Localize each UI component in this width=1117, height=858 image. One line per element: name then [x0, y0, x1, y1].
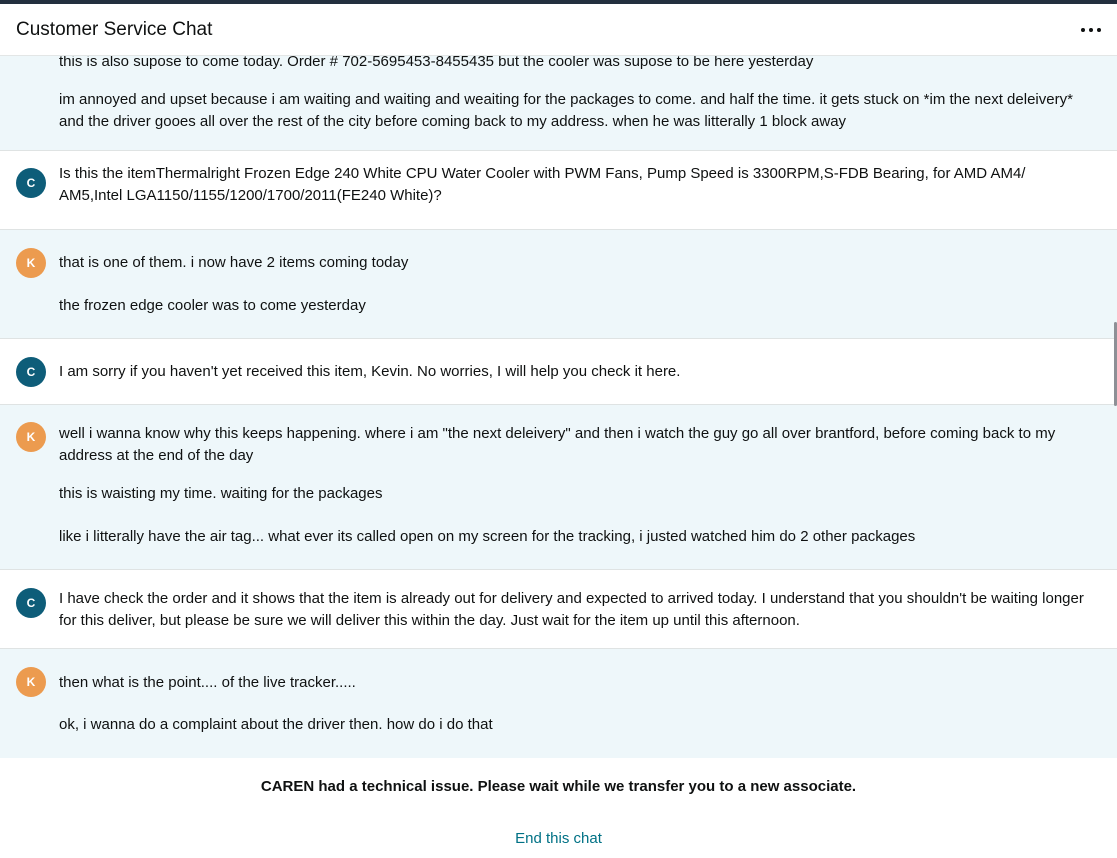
transfer-notice: CAREN had a technical issue. Please wait while we transfer you to a new associate. [260, 778, 857, 795]
message-text: well i wanna know why this keeps happening. where i am "the next deleivery" and then i watch the guy go all over brantford, before coming back to my address at the end of the day [59, 425, 1056, 464]
message-agent [0, 570, 1117, 649]
message-customer [0, 230, 1117, 339]
message-text: I have check the order and it shows that the item is already out for delivery and expected to arrived today. I understand that you shouldn't be waiting longer for this deliver, but please be sure we will deliver this within the day. Just wait for the item up until this afternoon. [59, 590, 1084, 629]
chat-footer [0, 758, 1117, 858]
message-text: this is also supose to come today. Order # 702-5695453-8455435 but the cooler was supose to be here yesterday [59, 56, 814, 70]
message-text: im annoyed and upset because i am waiting and waiting and weaiting for the packages to come. and half the time. it gets stuck on *im the next deleivery* and the driver gooes all over the rest of the city before coming back to my address. when he was litterally 1 block away [59, 91, 1073, 130]
message-customer [0, 649, 1117, 758]
more-dot [1089, 28, 1093, 32]
message-text: Is this the itemThermalright Frozen Edge 240 White CPU Water Cooler with PWM Fans, Pump Speed is 3300RPM,S-FDB Bearing, for AMD AM4/ AM5,Intel LGA1150/1155/1200/1700/2011(FE240 White)? [59, 165, 1026, 204]
message-text: this is waisting my time. waiting for the packages [59, 485, 383, 502]
agent-avatar: C [16, 588, 46, 618]
message-customer [0, 405, 1117, 570]
end-chat-link[interactable]: End this chat [515, 830, 602, 847]
message-text: ok, i wanna do a complaint about the driver then. how do i do that [59, 716, 493, 733]
message-text: that is one of them. i now have 2 items coming today [59, 254, 409, 271]
chat-transcript[interactable] [0, 56, 1117, 758]
message-agent [0, 339, 1117, 405]
customer-avatar: K [16, 422, 46, 452]
message-text: then what is the point.... of the live tracker..... [59, 674, 356, 691]
message-text: like i litterally have the air tag... what ever its called open on my screen for the tracking, i justed watched him do 2 other packages [59, 528, 916, 545]
chat-title: Customer Service Chat [16, 18, 213, 40]
chat-header [0, 4, 1117, 56]
more-dot [1081, 28, 1085, 32]
more-options-icon[interactable] [1075, 22, 1101, 38]
message-text: I am sorry if you haven't yet received this item, Kevin. No worries, I will help you check it here. [59, 363, 681, 380]
agent-avatar: C [16, 168, 46, 198]
customer-avatar: K [16, 248, 46, 278]
more-dot [1097, 28, 1101, 32]
customer-avatar: K [16, 667, 46, 697]
message-customer [0, 56, 1117, 151]
message-text: the frozen edge cooler was to come yesterday [59, 297, 366, 314]
agent-avatar: C [16, 357, 46, 387]
message-agent [0, 151, 1117, 230]
